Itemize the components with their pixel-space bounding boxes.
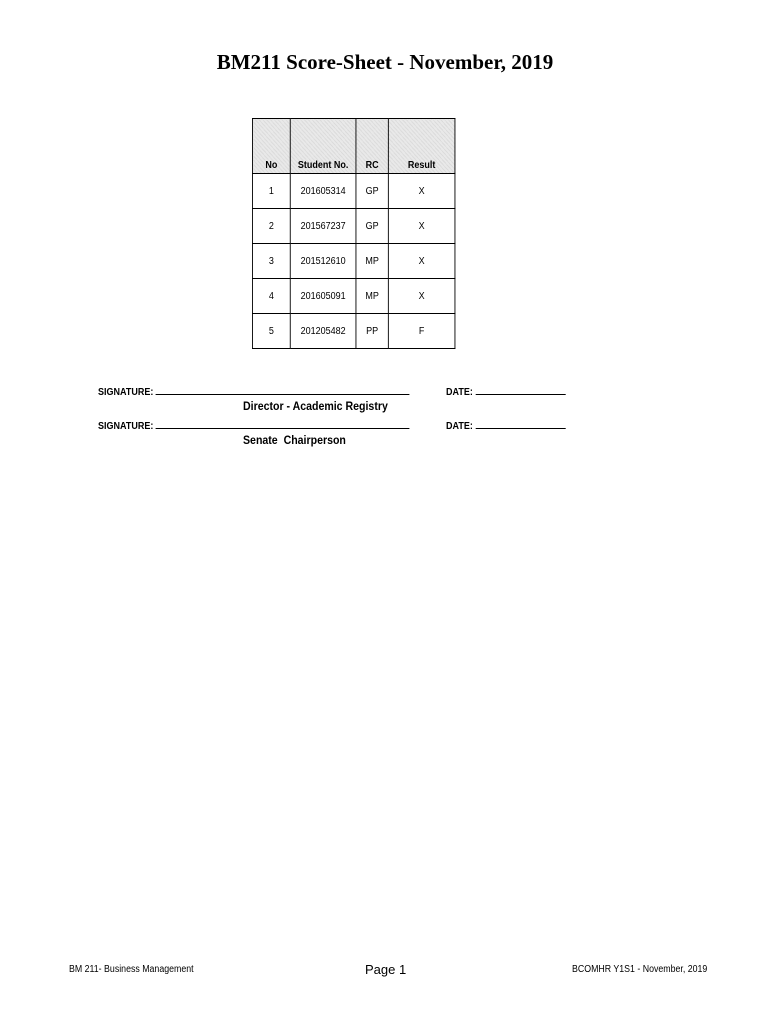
cell-student-no: 201512610 (290, 244, 356, 279)
table-row (252, 174, 455, 209)
signature-label: SIGNATURE: (98, 387, 154, 398)
table-row (252, 314, 455, 349)
signature-blank (156, 385, 410, 395)
footer-page-number: Page 1 (365, 962, 407, 977)
footer-left: BM 211- Business Management (69, 964, 194, 975)
cell-rc: GP (356, 209, 388, 244)
cell-student-no: 201567237 (290, 209, 356, 244)
cell-no: 1 (252, 174, 290, 209)
cell-result: X (388, 279, 455, 314)
score-table (252, 118, 455, 349)
cell-result: X (388, 244, 455, 279)
signature-line-2 (98, 419, 410, 432)
cell-rc: MP (356, 244, 388, 279)
cell-no: 5 (252, 314, 290, 349)
signature-line-1 (98, 385, 410, 398)
signatory-title-1: Director - Academic Registry (243, 401, 388, 413)
column-header-rc: RC (356, 119, 388, 174)
cell-student-no: 201205482 (290, 314, 356, 349)
date-label: DATE: (446, 387, 473, 398)
signatory-title-2: Senate Chairperson (243, 435, 346, 447)
cell-rc: GP (356, 174, 388, 209)
page-title: BM211 Score-Sheet - November, 2019 (216, 50, 554, 74)
cell-result: X (388, 209, 455, 244)
cell-rc: PP (356, 314, 388, 349)
cell-no: 4 (252, 279, 290, 314)
date-line-1 (446, 385, 566, 398)
table-row (252, 279, 455, 314)
cell-no: 3 (252, 244, 290, 279)
cell-no: 2 (252, 209, 290, 244)
signature-blank (156, 419, 410, 429)
signature-label: SIGNATURE: (98, 421, 154, 432)
cell-result: F (388, 314, 455, 349)
cell-result: X (388, 174, 455, 209)
date-label: DATE: (446, 421, 473, 432)
column-header-no: No (252, 119, 290, 174)
table-row (252, 244, 455, 279)
date-line-2 (446, 419, 566, 432)
table-header-row (252, 119, 455, 174)
table-row (252, 209, 455, 244)
cell-rc: MP (356, 279, 388, 314)
date-blank (476, 419, 566, 429)
footer-right: BCOMHR Y1S1 - November, 2019 (572, 964, 708, 975)
date-blank (476, 385, 566, 395)
cell-student-no: 201605314 (290, 174, 356, 209)
column-header-student-no: Student No. (290, 119, 356, 174)
column-header-result: Result (388, 119, 455, 174)
cell-student-no: 201605091 (290, 279, 356, 314)
